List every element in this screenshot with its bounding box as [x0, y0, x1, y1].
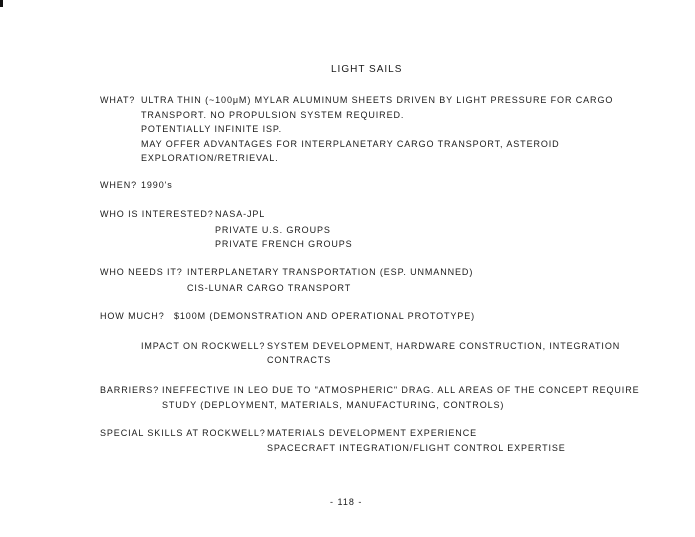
when-label: WHEN?: [100, 180, 138, 190]
what-label: WHAT?: [100, 95, 136, 105]
page-title: LIGHT SAILS: [331, 64, 403, 75]
how-much-value: $100M (DEMONSTRATION AND OPERATIONAL PROTOTYPE): [174, 311, 476, 321]
who-interested-line-2: PRIVATE U.S. GROUPS: [215, 225, 331, 235]
impact-line-1: SYSTEM DEVELOPMENT, HARDWARE CONSTRUCTION, INTEGRATION: [267, 341, 621, 351]
when-value: 1990's: [141, 180, 173, 190]
special-skills-line-2: SPACECRAFT INTEGRATION/FLIGHT CONTROL EXPERTISE: [267, 443, 566, 453]
how-much-label: HOW MUCH?: [100, 311, 165, 321]
what-line-5: EXPLORATION/RETRIEVAL.: [141, 153, 279, 163]
what-line-3: POTENTIALLY INFINITE ISP.: [141, 124, 283, 134]
who-interested-line-3: PRIVATE FRENCH GROUPS: [215, 239, 353, 249]
what-line-1: ULTRA THIN (~100μM) MYLAR ALUMINUM SHEETS DRIVEN BY LIGHT PRESSURE FOR CARGO: [141, 95, 614, 105]
barriers-line-1: INEFFECTIVE IN LEO DUE TO "ATMOSPHERIC" DRAG. ALL AREAS OF THE CONCEPT REQUIRE: [162, 385, 640, 395]
what-line-4: MAY OFFER ADVANTAGES FOR INTERPLANETARY CARGO TRANSPORT, ASTEROID: [141, 139, 560, 149]
who-needs-line-2: CIS-LUNAR CARGO TRANSPORT: [187, 283, 352, 293]
who-needs-label: WHO NEEDS IT?: [100, 267, 183, 277]
barriers-label: BARRIERS?: [100, 385, 160, 395]
who-interested-label: WHO IS INTERESTED?: [100, 209, 214, 219]
who-needs-line-1: INTERPLANETARY TRANSPORTATION (ESP. UNMANNED): [187, 267, 474, 277]
what-line-2: TRANSPORT. NO PROPULSION SYSTEM REQUIRED.: [141, 110, 405, 120]
impact-line-2: CONTRACTS: [267, 355, 332, 365]
impact-label: IMPACT ON ROCKWELL?: [141, 341, 266, 351]
barriers-line-2: STUDY (DEPLOYMENT, MATERIALS, MANUFACTURING, CONTROLS): [162, 400, 505, 410]
scan-edge-mark: [0, 0, 3, 7]
who-interested-line-1: NASA-JPL: [215, 209, 266, 219]
special-skills-label: SPECIAL SKILLS AT ROCKWELL?: [100, 428, 266, 438]
page-number: - 118 -: [330, 497, 363, 507]
special-skills-line-1: MATERIALS DEVELOPMENT EXPERIENCE: [267, 428, 478, 438]
